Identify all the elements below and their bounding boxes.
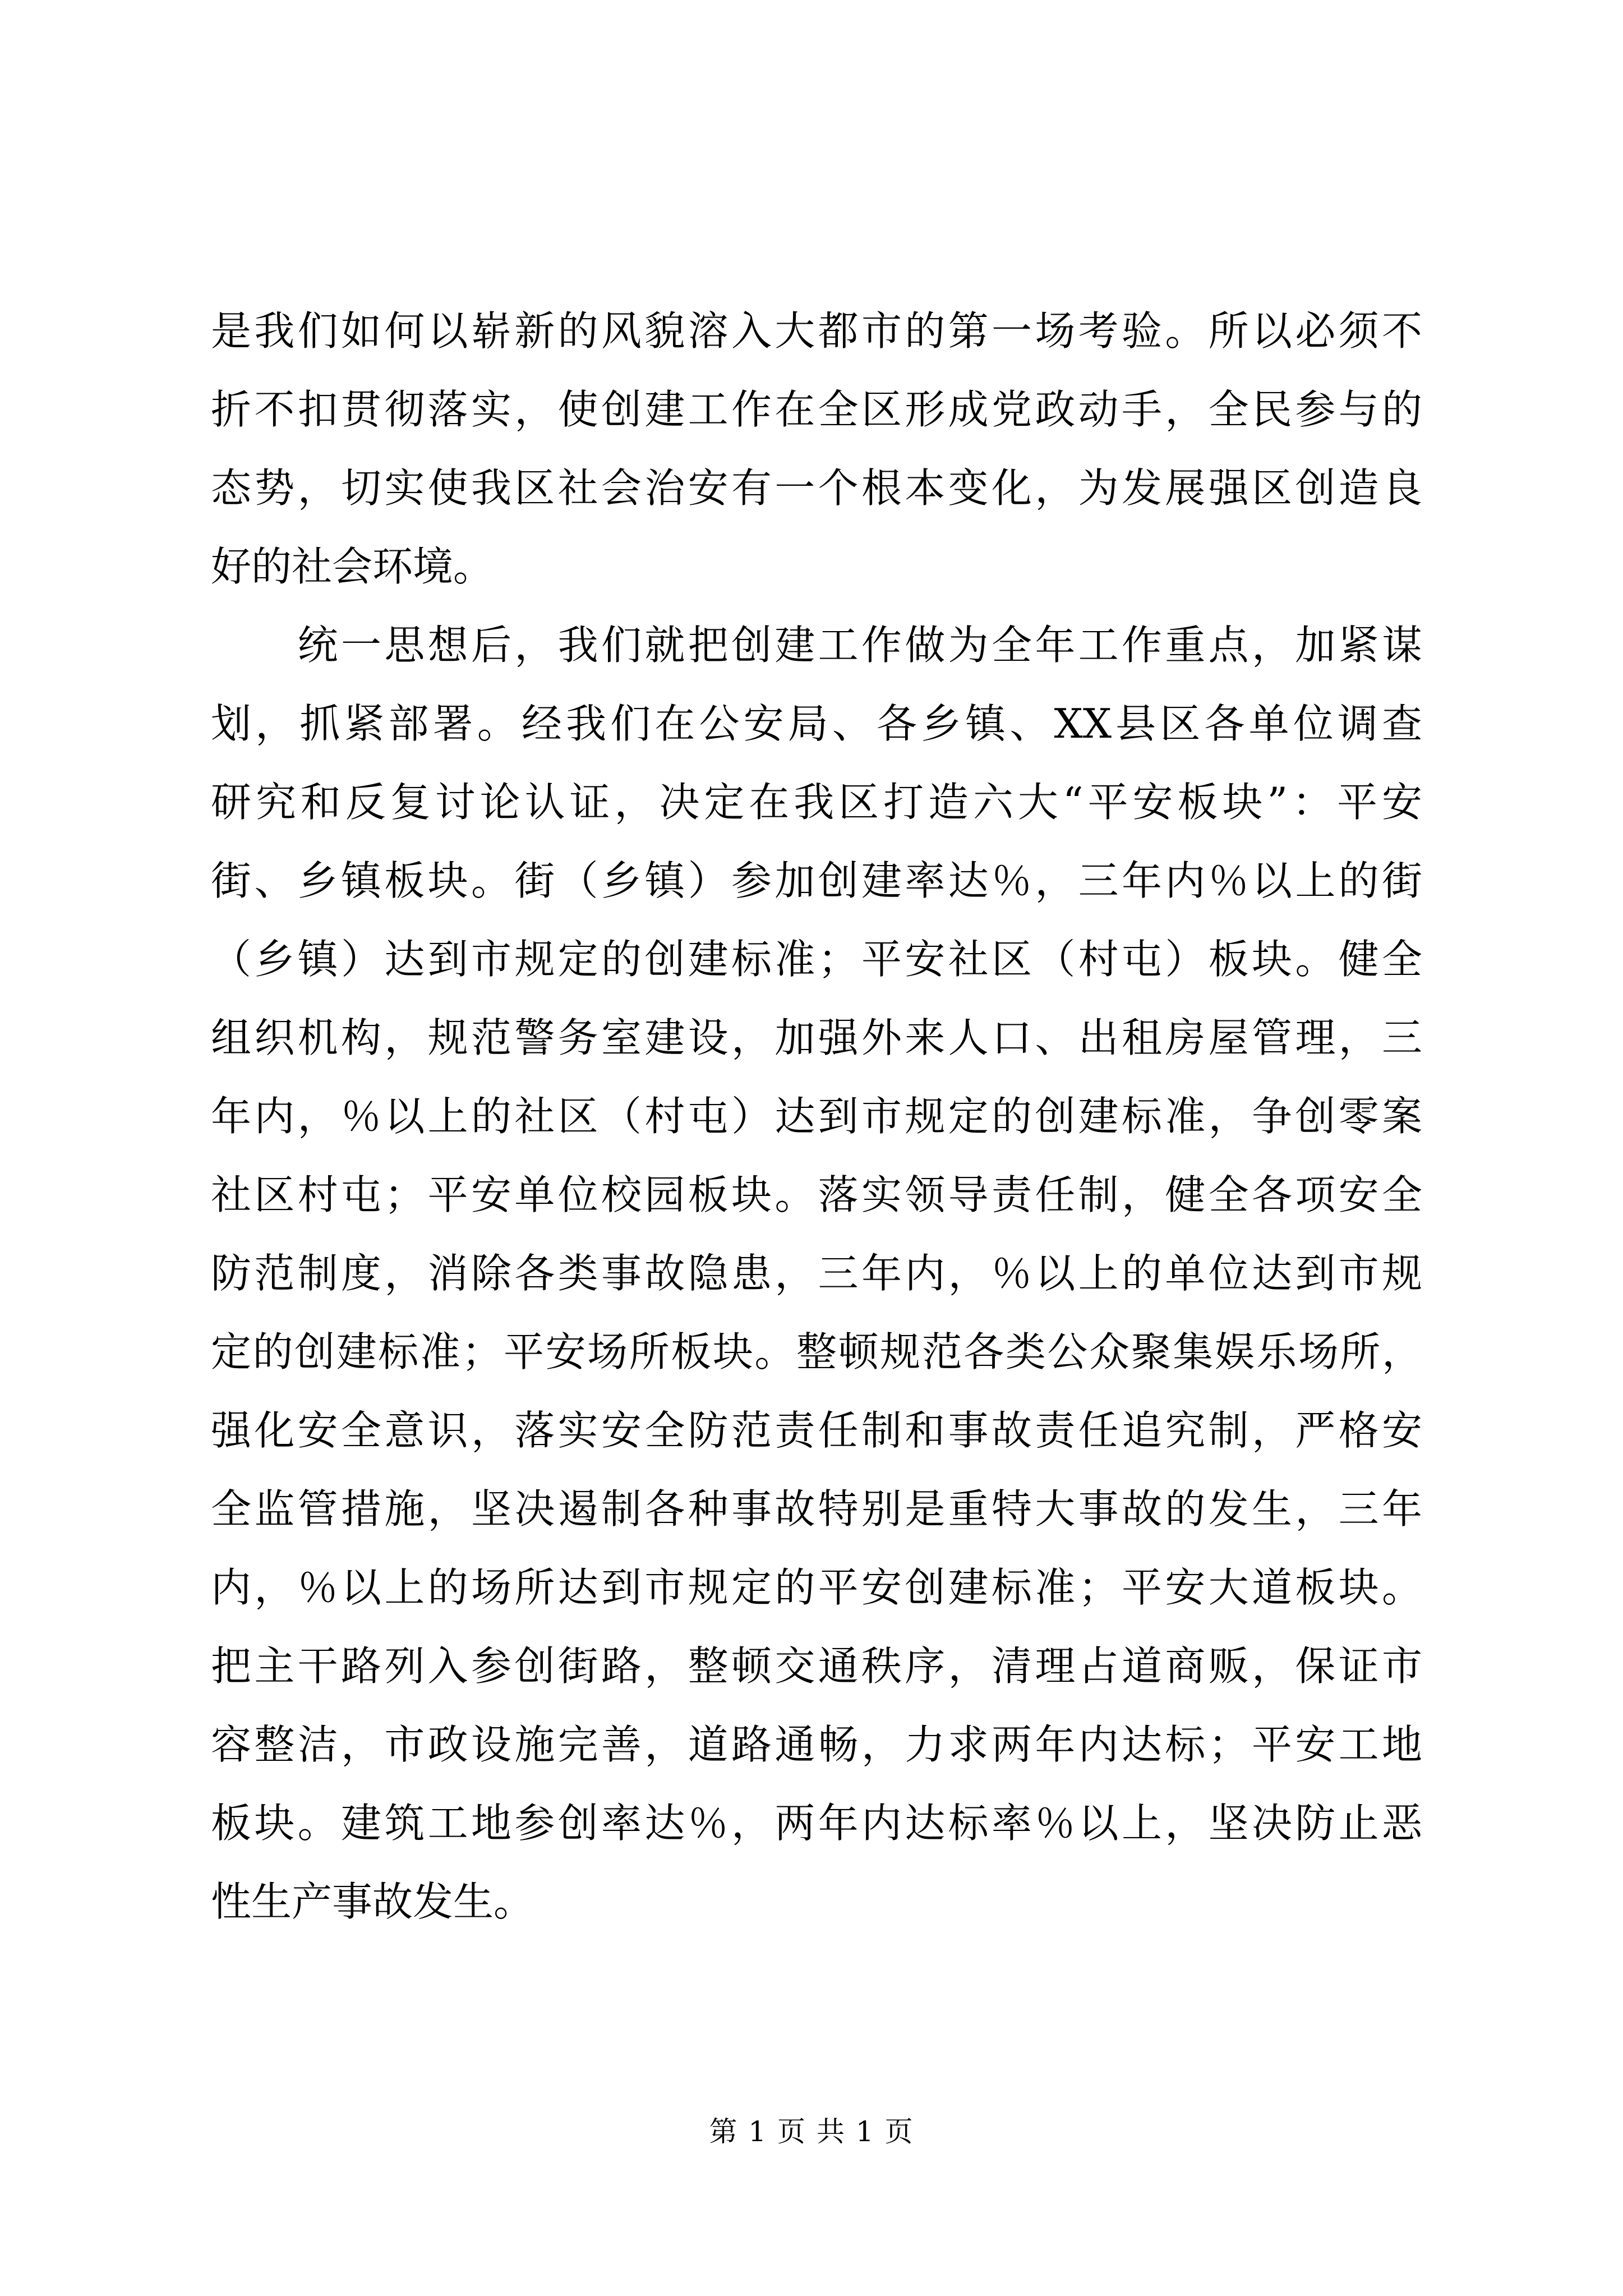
text-line: 定的创建标准；平安场所板块。整顿规范各类公众聚集娱乐场所， — [211, 1328, 1422, 1375]
body-text — [211, 292, 1422, 1941]
text-line: 是我们如何以崭新的风貌溶入大都市的第一场考验。所以必须不 — [211, 307, 1422, 355]
page-number-footer: 第 1 页 共 1 页 — [709, 2115, 914, 2148]
text-line: （乡镇）达到市规定的创建标准；平安社区（村屯）板块。健全 — [211, 936, 1422, 983]
text-line: 性生产事故发生。 — [211, 1878, 534, 1925]
text-line: 全监管措施，坚决遏制各种事故特别是重特大事故的发生，三年 — [211, 1485, 1422, 1533]
text-line: 板块。建筑工地参创率达％，两年内达标率％以上，坚决防止恶 — [211, 1800, 1422, 1847]
text-line: 组织机构，规范警务室建设，加强外来人口、出租房屋管理，三 — [211, 1014, 1422, 1061]
text-line: 防范制度，消除各类事故隐患，三年内，％以上的单位达到市规 — [211, 1250, 1422, 1297]
text-line: 折不扣贯彻落实，使创建工作在全区形成党政动手，全民参与的 — [211, 386, 1422, 433]
text-line: 强化安全意识，落实安全防范责任制和事故责任追究制，严格安 — [211, 1407, 1422, 1454]
text-line: 内，％以上的场所达到市规定的平安创建标准；平安大道板块。 — [211, 1564, 1422, 1611]
text-line: 统一思想后，我们就把创建工作做为全年工作重点，加紧谋 — [211, 622, 1422, 669]
text-line: 划，抓紧部署。经我们在公安局、各乡镇、XX县区各单位调查 — [211, 700, 1422, 747]
text-line: 年内，％以上的社区（村屯）达到市规定的创建标准，争创零案 — [211, 1093, 1422, 1140]
text-line: 社区村屯；平安单位校园板块。落实领导责任制，健全各项安全 — [211, 1171, 1422, 1218]
text-line: 态势，切实使我区社会治安有一个根本变化，为发展强区创造良 — [211, 464, 1422, 512]
text-line: 容整洁，市政设施完善，道路通畅，力求两年内达标；平安工地 — [211, 1721, 1422, 1768]
text-line: 研究和反复讨论认证，决定在我区打造六大“平安板块”：平安 — [211, 779, 1422, 826]
text-line: 街、乡镇板块。街（乡镇）参加创建率达％，三年内％以上的街 — [211, 857, 1422, 904]
text-line: 把主干路列入参创街路，整顿交通秩序，清理占道商贩，保证市 — [211, 1642, 1422, 1690]
text-line: 好的社会环境。 — [211, 543, 494, 590]
